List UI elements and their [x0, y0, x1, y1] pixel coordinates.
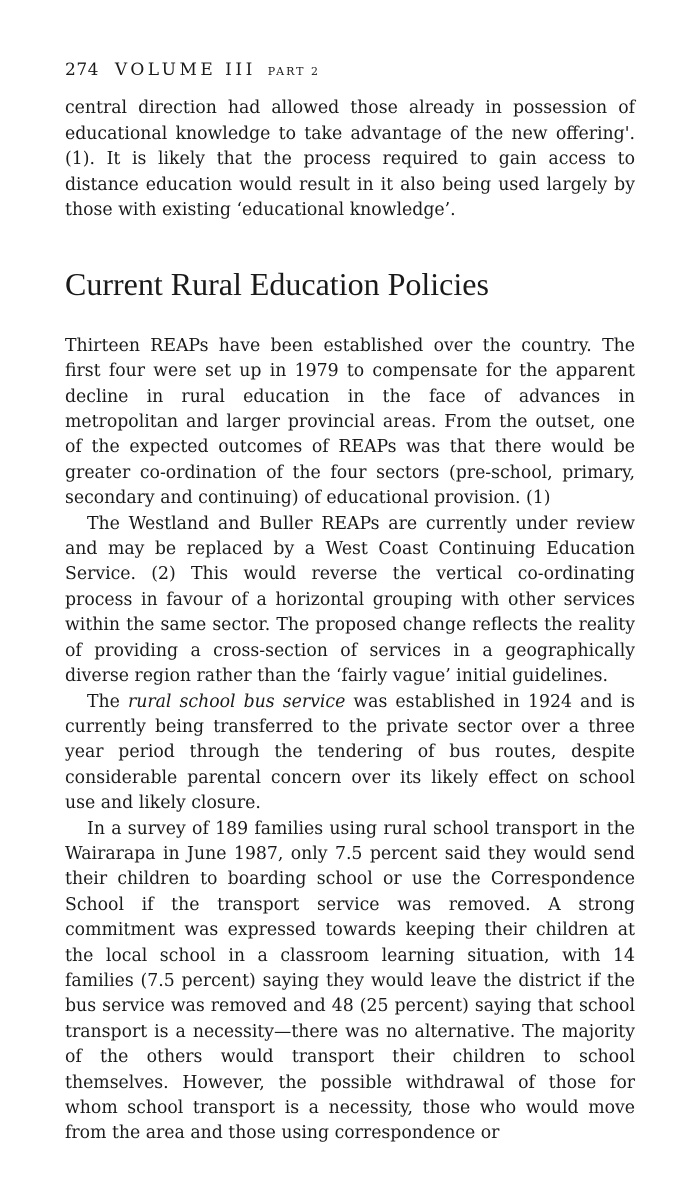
paragraph-reaps: Thirteen REAPs have been established over the country. The first four were set up in 1979 to compensate for the apparent decline in rural education in the face of advances in metropolitan and larger provincial areas. From the outset, one of the expected outcomes of REAPs was that there would be greater co-ordination of the four sectors (pre-school, primary, secondary and continuing) of educational provision. (1) [65, 335, 635, 509]
bus-service-lead: The [87, 691, 128, 712]
bus-service-italic: rural school bus service [127, 691, 346, 712]
document-page [65, 60, 635, 1147]
volume-label: VOLUME III [114, 60, 256, 80]
running-header [65, 60, 635, 80]
paragraph-westland: The Westland and Buller REAPs are currently under review and may be replaced by a West Coast Continuing Education Service. (2) This would reverse the vertical co-ordinating process in favour of a horizontal grouping with other services within the same sector. The proposed change reflects the reality of providing a cross-section of services in a geographically diverse region rather than the ‘fairly vague’ initial guidelines. [65, 513, 635, 687]
page-number: 274 [65, 60, 99, 80]
section-title: Current Rural Education Policies [65, 266, 489, 303]
intro-paragraph: central direction had allowed those already in possession of educational knowledge to take advantage of the new offering'. (1). It is likely that the process required to gain access to distance education would result in it also being used largely by those with existing ‘educational knowledge’. [65, 98, 635, 221]
part-label: PART 2 [267, 65, 320, 78]
paragraph-survey: In a survey of 189 families using rural school transport in the Wairarapa in June 1987, only 7.5 percent said they would send their children to boarding school or use the Correspondence School if the transport service was removed. A strong commitment was expressed towards keeping their children at the local school in a classroom learning situation, with 14 families (7.5 percent) saying they would leave the district if the bus service was removed and 48 (25 percent) saying that school transport is a necessity—there was no alternative. The majority of the others would transport their children to school themselves. However, the possible withdrawal of those for whom school transport is a necessity, those who would move from the area and those using correspondence or [65, 818, 635, 1144]
paragraph-bus-service [65, 690, 635, 817]
bus-service-rest: was established in 1924 and is currently being transferred to the private sector over a three year period through the tendering of bus routes, despite considerable parental concern over its likely effect on school use and likely closure. [65, 691, 635, 814]
